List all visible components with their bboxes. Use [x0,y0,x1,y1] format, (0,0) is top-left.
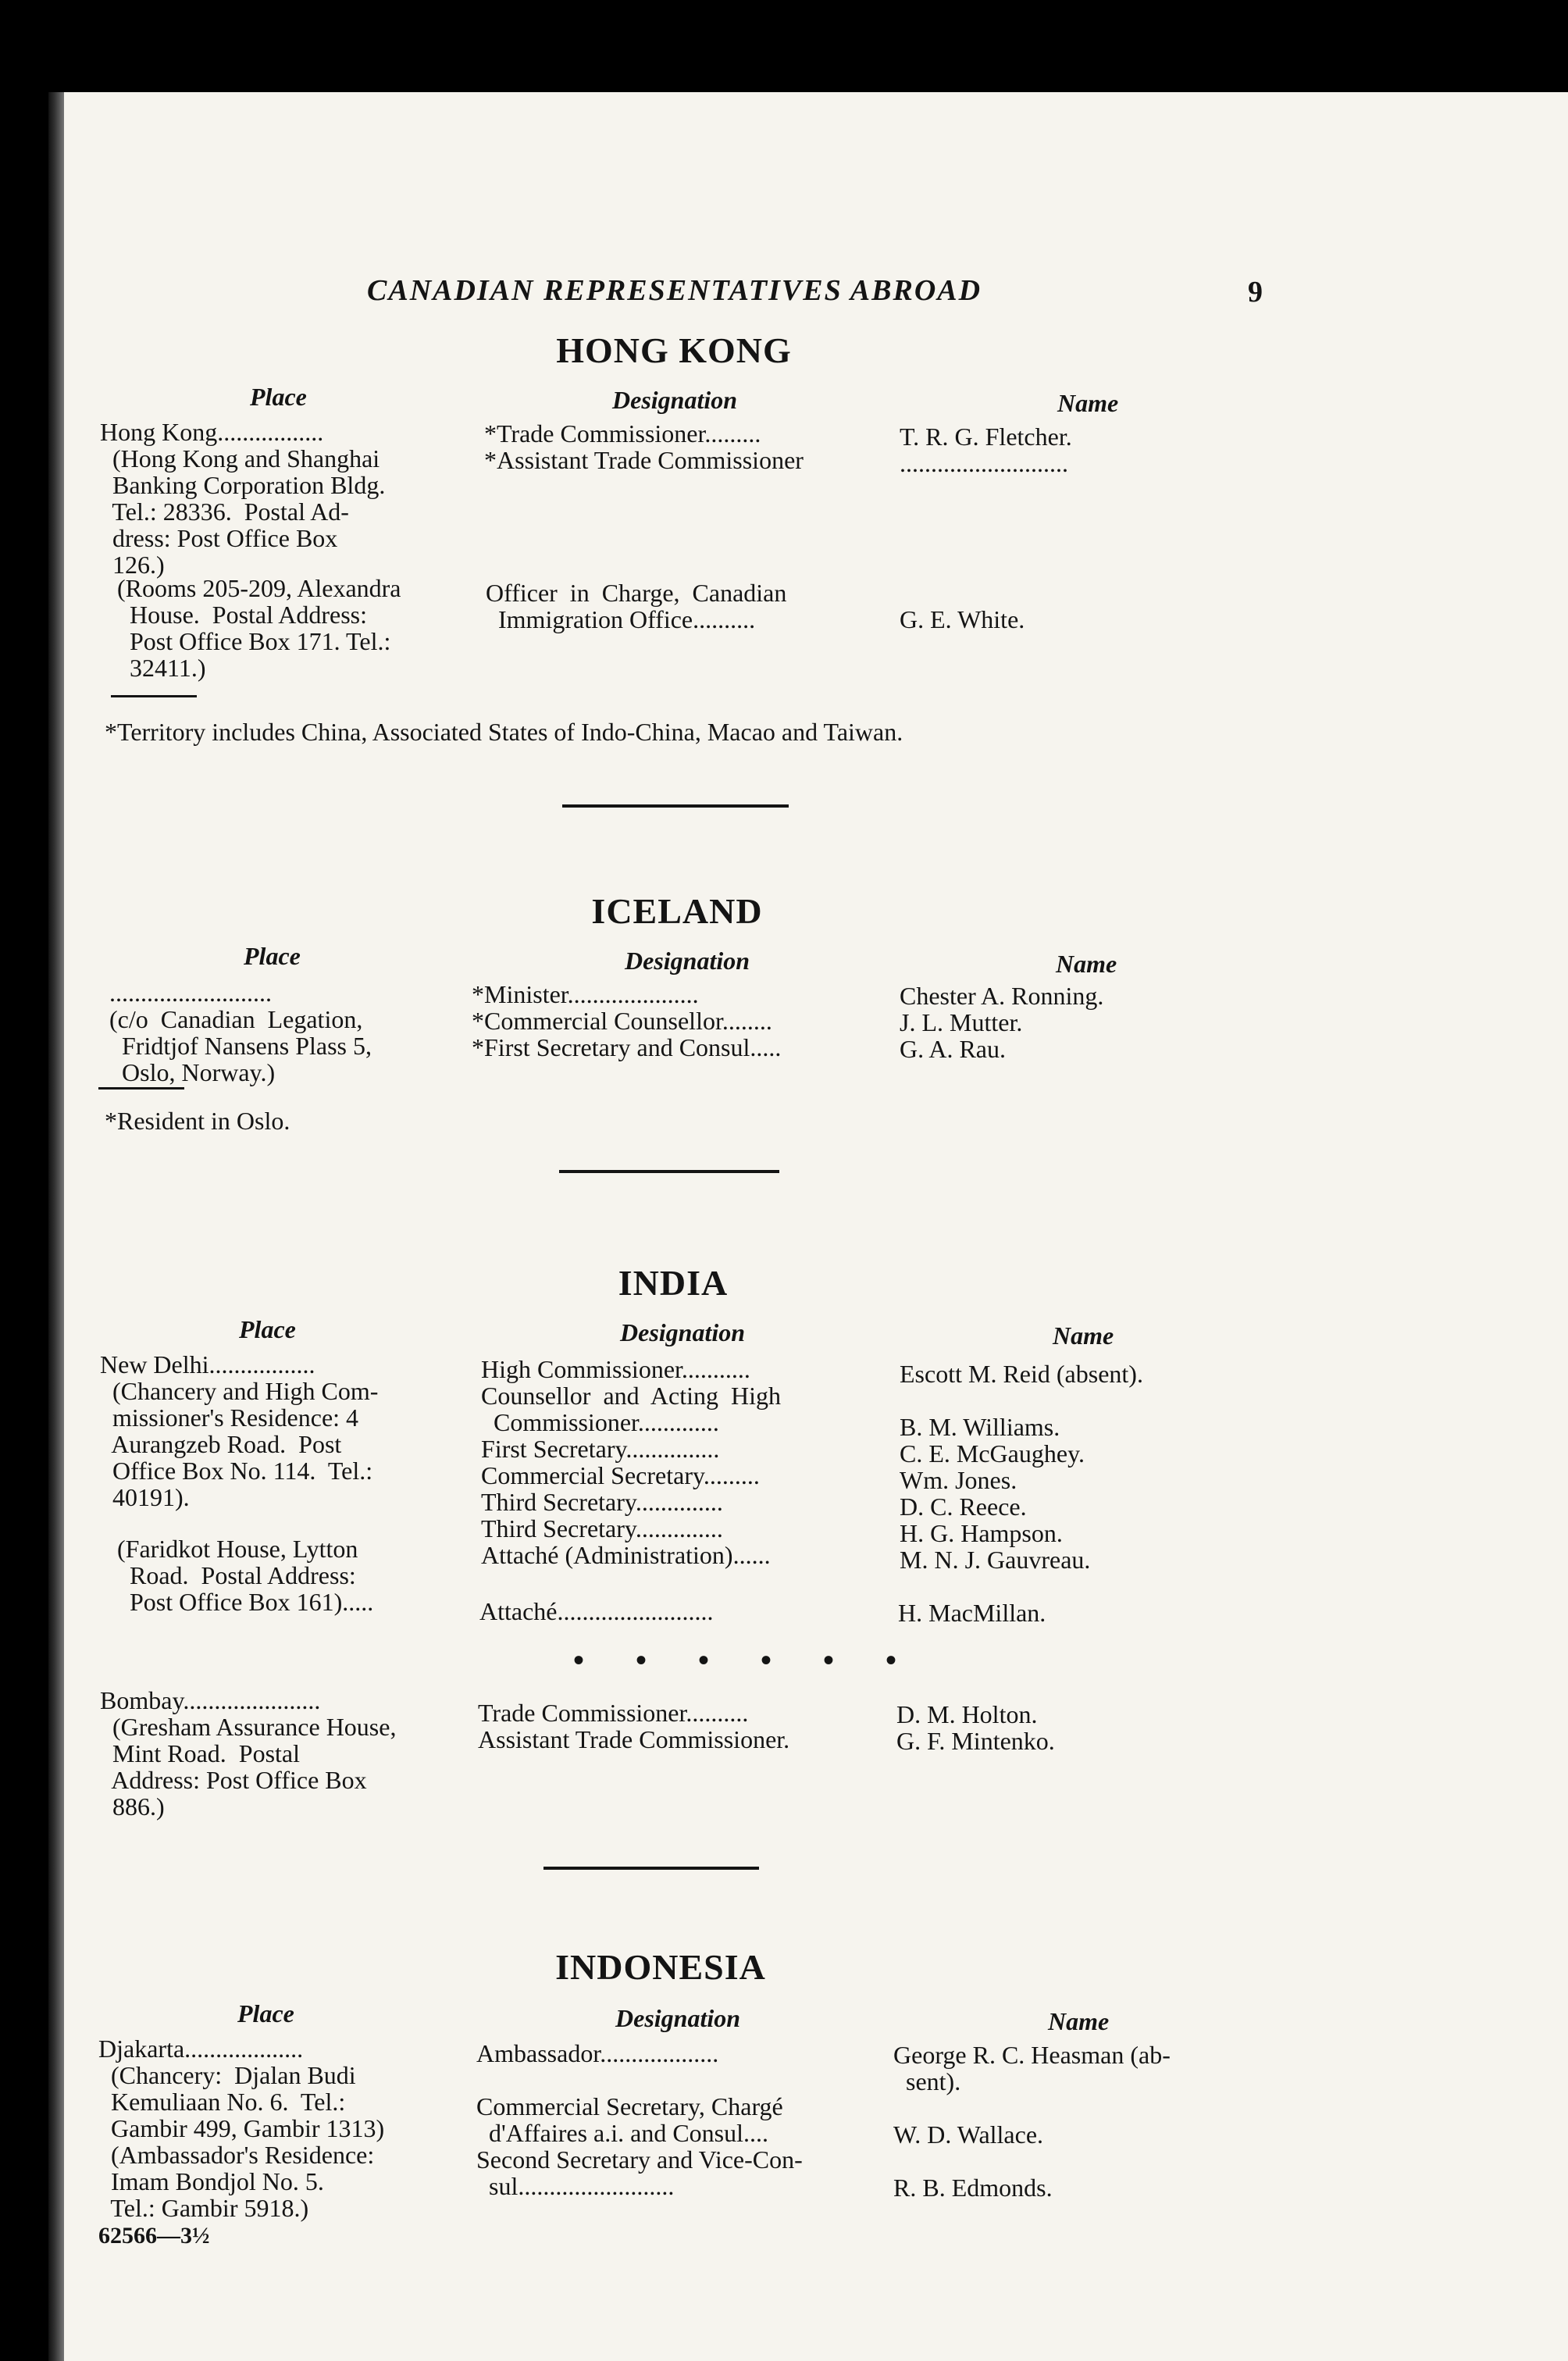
india-place-3: Bombay...................... (Gresham Assurance House, Mint Road. Postal Address: Post Office Box 886.) [100,1686,397,1821]
iceland-designation-1: *Minister..................... *Commercial Counsellor........ *First Secretary and Consul..... [472,980,782,1061]
indonesia-designation-1: Ambassador................... Commercial Secretary, Chargé d'Affaires a.i. and Consul.... Second Secretary and Vice-Con- sul......................... [476,2039,803,2200]
iceland-place-1: .......................... (c/o Canadian Legation, Fridtjof Nansens Plass 5, Oslo, Norway.) [109,979,372,1086]
column-header-place: Place [239,1315,296,1343]
section-divider-3 [543,1867,759,1870]
running-head: CANADIAN REPRESENTATIVES ABROAD [367,274,982,307]
iceland-name-1: Chester A. Ronning. J. L. Mutter. G. A. Rau. [900,982,1104,1063]
print-code: 62566—3½ [98,2223,210,2249]
column-header-name: Name [1048,2007,1110,2035]
section-title-india: INDIA [618,1263,729,1303]
section-divider-1 [562,804,789,808]
indonesia-place-1: Djakarta................... (Chancery: Djalan Budi Kemuliaan No. 6. Tel.: Gambir 499, Gambir 1313) (Ambassador's Residence: Imam Bondjol No. 5. Tel.: Gambir 5918.) [98,2035,385,2222]
hong-kong-name-1: T. R. G. Fletcher. ........................... [900,423,1072,477]
india-name-1: Escott M. Reid (absent). B. M. Williams. C. E. McGaughey. Wm. Jones. D. C. Reece. H. G. Hampson. M. N. J. Gauvreau. [900,1360,1143,1574]
section-title-iceland: ICELAND [591,891,763,931]
india-separator-bullets: • • • • • • [573,1642,919,1678]
section-title-indonesia: INDONESIA [555,1947,766,1987]
column-header-name: Name [1056,950,1117,978]
column-header-designation: Designation [615,2004,741,2032]
hong-kong-designation-2: Officer in Charge, Canadian Immigration Office.......... [486,579,787,633]
india-place-1: New Delhi................. (Chancery and High Com- missioner's Residence: 4 Aurangzeb Road. Post Office Box No. 114. Tel.: 40191). [100,1350,379,1511]
hong-kong-footnote-rule [111,695,197,697]
page-binding-edge [48,92,64,2361]
india-designation-2: Attaché......................... [479,1597,714,1625]
hong-kong-place-1: Hong Kong................. (Hong Kong and Shanghai Banking Corporation Bldg. Tel.: 28336. Postal Ad- dress: Post Office Box 126.) [100,418,386,579]
column-header-name: Name [1053,1321,1114,1350]
column-header-designation: Designation [625,947,750,975]
column-header-designation: Designation [612,386,738,414]
hong-kong-place-2: (Rooms 205-209, Alexandra House. Postal Address: Post Office Box 171. Tel.: 32411.) [117,574,401,682]
section-divider-2 [559,1170,779,1173]
page-number: 9 [1248,276,1263,308]
india-designation-1: High Commissioner........... Counsellor and Acting High Commissioner............. First Secretary............... Commercial Secretary......... Third Secretary.............. Third Secretary.............. Attaché (Administration)...... [481,1355,781,1569]
hong-kong-footnote: *Territory includes China, Associated States of Indo-China, Macao and Taiwan. [105,718,903,746]
column-header-place: Place [244,942,301,970]
india-name-2: H. MacMillan. [898,1599,1046,1627]
india-place-2: (Faridkot House, Lytton Road. Postal Address: Post Office Box 161)..... [117,1535,374,1616]
column-header-place: Place [237,1999,294,2028]
column-header-place: Place [250,383,307,411]
india-name-3: D. M. Holton. G. F. Mintenko. [896,1700,1055,1755]
iceland-footnote-rule [98,1087,184,1090]
indonesia-name-1: George R. C. Heasman (ab- sent). W. D. Wallace. R. B. Edmonds. [893,2041,1171,2202]
hong-kong-designation-1: *Trade Commissioner......... *Assistant Trade Commissioner [484,419,804,474]
section-title-hong-kong: HONG KONG [556,330,792,370]
india-designation-3: Trade Commissioner.......... Assistant Trade Commissioner. [478,1699,790,1753]
column-header-designation: Designation [620,1318,746,1346]
column-header-name: Name [1057,389,1119,417]
hong-kong-name-2: G. E. White. [900,605,1025,633]
iceland-footnote: *Resident in Oslo. [105,1107,290,1135]
